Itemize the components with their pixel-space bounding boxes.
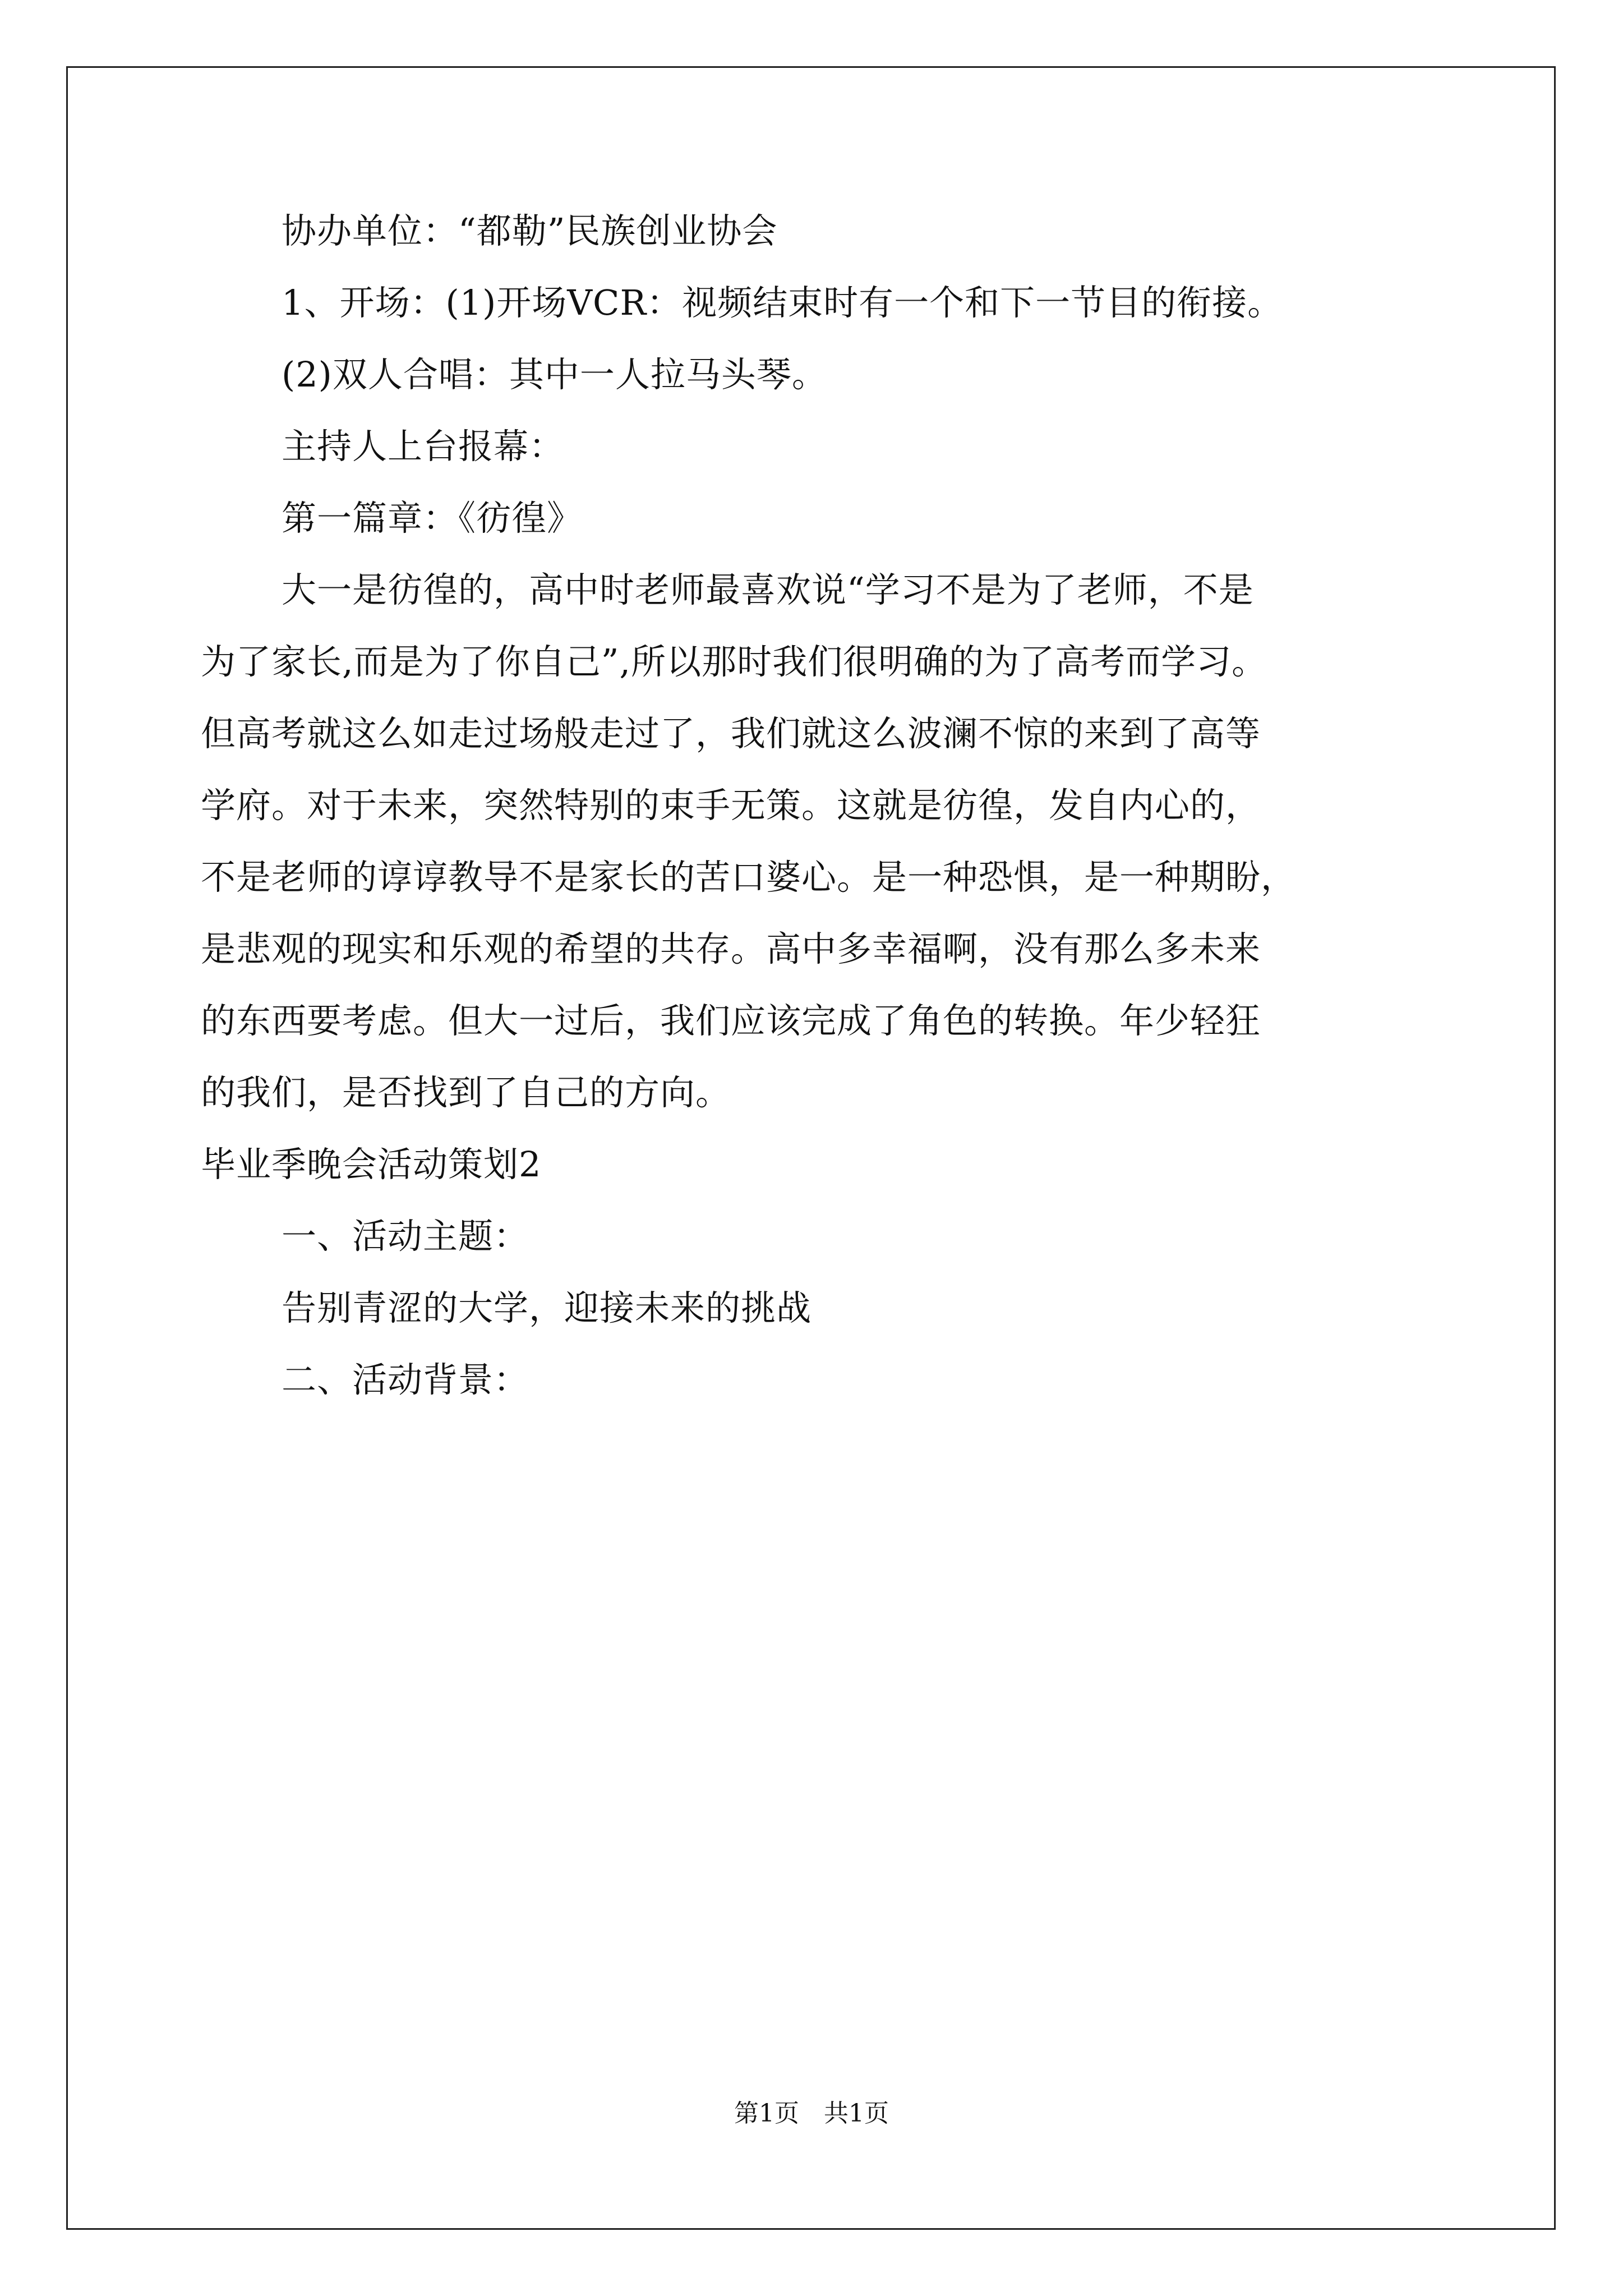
- paragraph-line: 学府。对于未来，突然特别的束手无策。这就是彷徨，发自内心的，: [201, 785, 1261, 826]
- paragraph-line: 为了家长,而是为了你自己”,所以那时我们很明确的为了高考而学习。: [201, 641, 1267, 682]
- section-heading: 第一篇章：《彷徨》: [282, 498, 583, 539]
- document-title: 毕业季晚会活动策划2: [201, 1144, 542, 1185]
- text-line: 主持人上台报幕：: [282, 426, 565, 467]
- paragraph-line: 的东西要考虑。但大一过后，我们应该完成了角色的转换。年少轻狂: [201, 1000, 1261, 1041]
- paragraph-line: 不是老师的谆谆教导不是家长的苦口婆心。是一种恐惧，是一种期盼，: [201, 857, 1297, 898]
- text-line: 协办单位：“都勒”民族创业协会: [282, 210, 778, 251]
- section-heading: 一、活动主题：: [282, 1216, 529, 1257]
- paragraph-line: 但高考就这么如走过场般走过了，我们就这么波澜不惊的来到了高等: [201, 713, 1261, 754]
- page-number: 第1页 共1页: [734, 2099, 889, 2128]
- text-line: 1、开场：(1)开场VCR：视频结束时有一个和下一节目的衔接。: [282, 282, 1283, 323]
- paragraph-line: 是悲观的现实和乐观的希望的共存。高中多幸福啊，没有那么多未来: [201, 928, 1261, 969]
- text-line: 告别青涩的大学，迎接未来的挑战: [282, 1287, 812, 1328]
- section-heading: 二、活动背景：: [282, 1359, 529, 1400]
- text-line: (2)双人合唱：其中一人拉马头琴。: [282, 354, 827, 395]
- paragraph-line: 大一是彷徨的，高中时老师最喜欢说“学习不是为了老师，不是: [282, 569, 1254, 610]
- paragraph-line: 的我们，是否找到了自己的方向。: [201, 1072, 731, 1113]
